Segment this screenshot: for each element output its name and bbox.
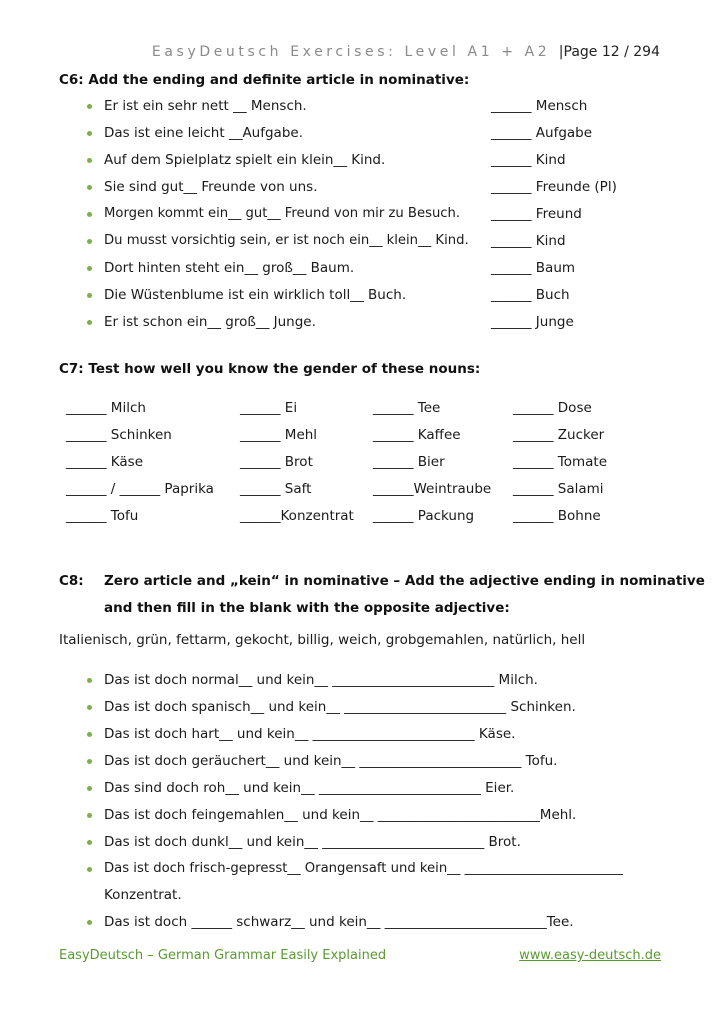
c7-noun: ______ Schinken [66,427,172,443]
c7-heading: C7: Test how well you know the gender of these nouns: [59,361,481,377]
c8-sentence: Das sind doch roh__ und kein__ ________________________ Eier. [104,780,515,796]
c6-sentence: Auf dem Spielplatz spielt ein klein__ Kind. [104,152,386,168]
c7-noun: ______ Käse [66,454,144,470]
bullet-icon [87,320,92,325]
c8-sentence: Das ist doch ______ schwarz__ und kein__ ________________________Tee. [104,914,574,930]
c6-answer: ______ Baum [491,260,576,276]
c6-sentence: Er ist ein sehr nett __ Mensch. [104,98,307,114]
c6-sentence: Sie sind gut__ Freunde von uns. [104,179,318,195]
c6-sentence: Das ist eine leicht __Aufgabe. [104,125,303,141]
c7-noun: ______ Bier [373,454,445,470]
c8-word-bank: Italienisch, grün, fettarm, gekocht, billig, weich, grobgemahlen, natürlich, hell [59,632,586,648]
header-separator: | [558,44,564,60]
c7-noun: ______ Milch [66,400,146,416]
bullet-icon [87,239,92,244]
c6-answer: ______ Junge [491,314,574,330]
c8-sentence: Das ist doch frisch-gepresst__ Orangensaft und kein__ ________________________ [104,861,623,876]
c6-answer: ______ Kind [491,233,566,249]
c7-noun: ______ Tee [373,400,441,416]
c7-noun: ______ / ______ Paprika [66,481,214,497]
c8-sentence: Das ist doch spanisch__ und kein__ ________________________ Schinken. [104,699,576,715]
bullet-icon [87,678,92,683]
bullet-icon [87,293,92,298]
footer-link[interactable]: www.easy-deutsch.de [519,948,661,963]
c8-sentence: Das ist doch feingemahlen__ und kein__ ________________________Mehl. [104,807,577,823]
c6-answer: ______ Kind [491,152,566,168]
bullet-icon [87,185,92,190]
bullet-icon [87,104,92,109]
c8-sentence: Das ist doch normal__ und kein__ ________________________ Milch. [104,672,538,688]
bullet-icon [87,786,92,791]
bullet-icon [87,759,92,764]
c6-heading: C6: Add the ending and definite article in nominative: [59,72,470,88]
c6-sentence: Morgen kommt ein__ gut__ Freund von mir zu Besuch. [104,206,461,221]
bullet-icon [87,266,92,271]
bullet-icon [87,813,92,818]
c7-noun: ______ Bohne [513,508,601,524]
c6-answer: ______ Freund [491,206,582,222]
c6-answer: ______ Freunde (Pl) [491,179,617,195]
bullet-icon [87,705,92,710]
c6-answer: ______ Mensch [491,98,588,114]
bullet-icon [87,920,92,925]
bullet-icon [87,732,92,737]
c7-noun: ______ Salami [513,481,604,497]
bullet-icon [87,867,92,872]
c7-noun: ______ Dose [513,400,592,416]
c7-noun: ______Weintraube [373,481,492,497]
c7-noun: ______Konzentrat [240,508,354,524]
bullet-icon [87,158,92,163]
c6-sentence: Dort hinten steht ein__ groß__ Baum. [104,260,355,276]
bullet-icon [87,840,92,845]
c7-noun: ______ Mehl [240,427,318,443]
c8-label: C8: [59,573,84,589]
c7-noun: ______ Kaffee [373,427,461,443]
c6-answer: ______ Buch [491,287,570,303]
c7-noun: ______ Saft [240,481,312,497]
header-title: EasyDeutsch Exercises: Level A1 + A2 [151,44,551,60]
c7-noun: ______ Zucker [513,427,605,443]
c7-noun: ______ Tomate [513,454,608,470]
c6-answer: ______ Aufgabe [491,125,593,141]
c8-sentence: Das ist doch geräuchert__ und kein__ ________________________ Tofu. [104,753,558,769]
page-number: Page 12 / 294 [563,44,660,60]
c6-sentence: Die Wüstenblume ist ein wirklich toll__ Buch. [104,287,407,303]
c8-heading-line1: Zero article and „kein“ in nominative – Add the adjective ending in nominative [104,573,705,589]
c6-sentence: Er ist schon ein__ groß__ Junge. [104,314,316,330]
c7-noun: ______ Tofu [66,508,139,524]
bullet-icon [87,212,92,217]
c8-sentence-continuation: Konzentrat. [104,887,182,903]
c7-noun: ______ Ei [240,400,298,416]
c7-noun: ______ Packung [373,508,475,524]
footer-tagline: EasyDeutsch – German Grammar Easily Explained [59,948,387,963]
c7-noun: ______ Brot [240,454,313,470]
page-header [0,44,660,60]
c8-heading-line2: and then fill in the blank with the opposite adjective: [104,600,510,616]
c8-sentence: Das ist doch hart__ und kein__ ________________________ Käse. [104,726,516,742]
bullet-icon [87,131,92,136]
c6-sentence: Du musst vorsichtig sein, er ist noch ein__ klein__ Kind. [104,233,469,248]
c8-sentence: Das ist doch dunkl__ und kein__ ________________________ Brot. [104,834,521,850]
